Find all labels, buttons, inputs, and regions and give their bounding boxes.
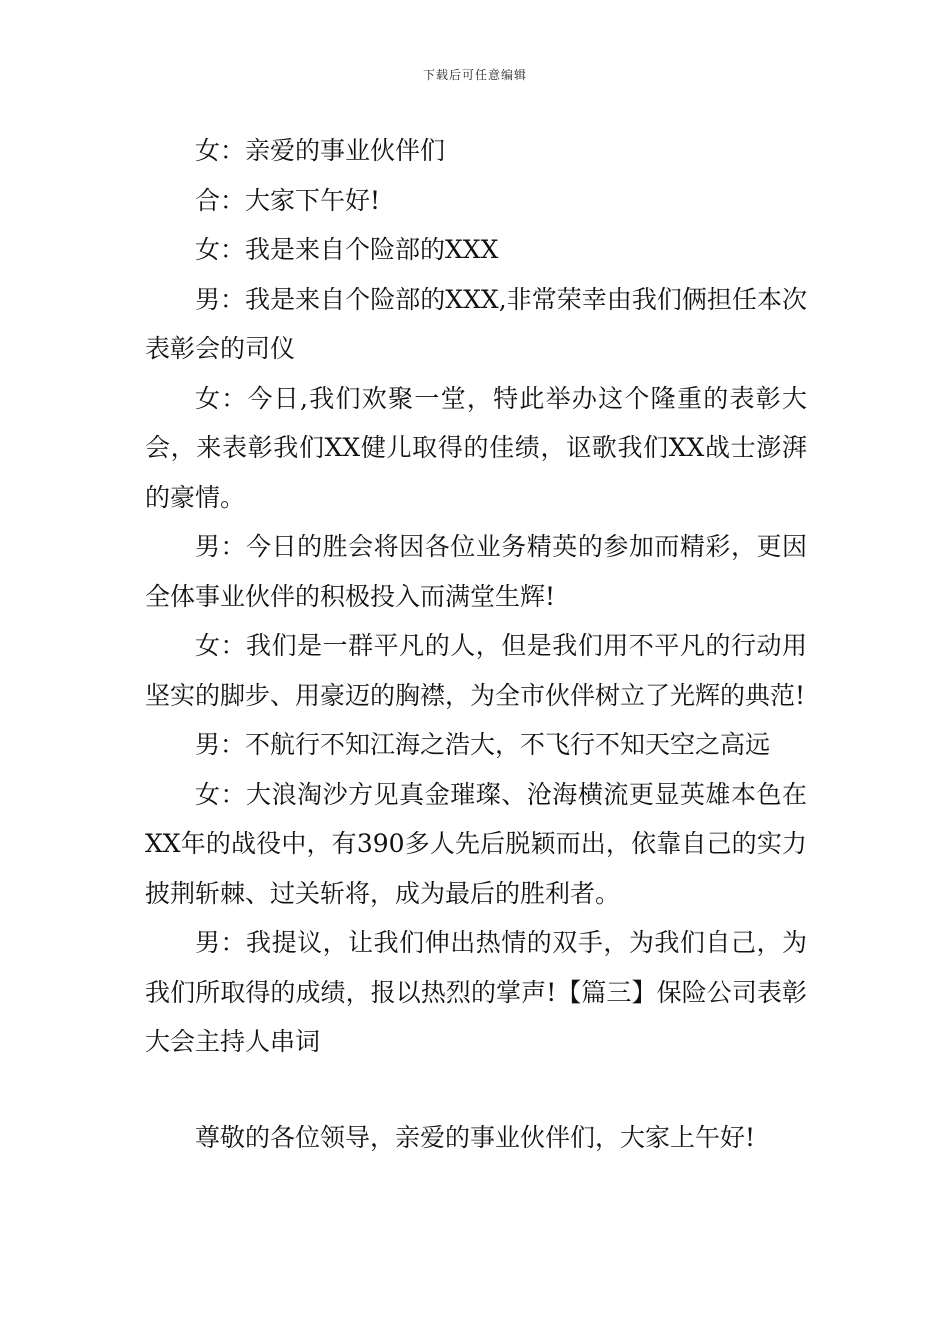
header-note: 下载后可任意编辑 — [422, 68, 527, 82]
paragraph-6: 男：今日的胜会将因各位业务精英的参加而精彩，更因全体事业伙伴的积极投入而满堂生辉! — [145, 532, 807, 611]
paragraph-10: 男：我提议，让我们伸出热情的双手，为我们自己，为我们所取得的成绩，报以热烈的掌声!【篇三】保险公司表彰大会主持人串词 — [145, 928, 807, 1056]
document-body — [145, 126, 807, 1162]
paragraph-9: 女：大浪淘沙方见真金璀璨、沧海横流更显英雄本色在XX年的战役中，有390多人先后脱颖而出，依靠自己的实力披荆斩棘、过关斩将，成为最后的胜利者。 — [145, 779, 807, 908]
paragraph-8: 男：不航行不知江海之浩大，不飞行不知天空之高远 — [195, 730, 771, 759]
paragraph-1: 女：亲爱的事业伙伴们 — [195, 136, 446, 165]
paragraph-4: 男：我是来自个险部的XXX,非常荣幸由我们俩担任本次表彰会的司仪 — [145, 284, 807, 363]
paragraph-2: 合：大家下午好! — [195, 185, 381, 215]
paragraph-3: 女：我是来自个险部的XXX — [195, 235, 499, 264]
paragraph-5: 女：今日,我们欢聚一堂，特此举办这个隆重的表彰大会，来表彰我们XX健儿取得的佳绩，讴歌我们XX战士澎湃的豪情。 — [145, 383, 807, 512]
paragraph-7: 女：我们是一群平凡的人，但是我们用不平凡的行动用坚实的脚步、用豪迈的胸襟，为全市伙伴树立了光辉的典范! — [145, 631, 807, 710]
paragraph-11: 尊敬的各位领导，亲爱的事业伙伴们，大家上午好! — [195, 1122, 756, 1152]
